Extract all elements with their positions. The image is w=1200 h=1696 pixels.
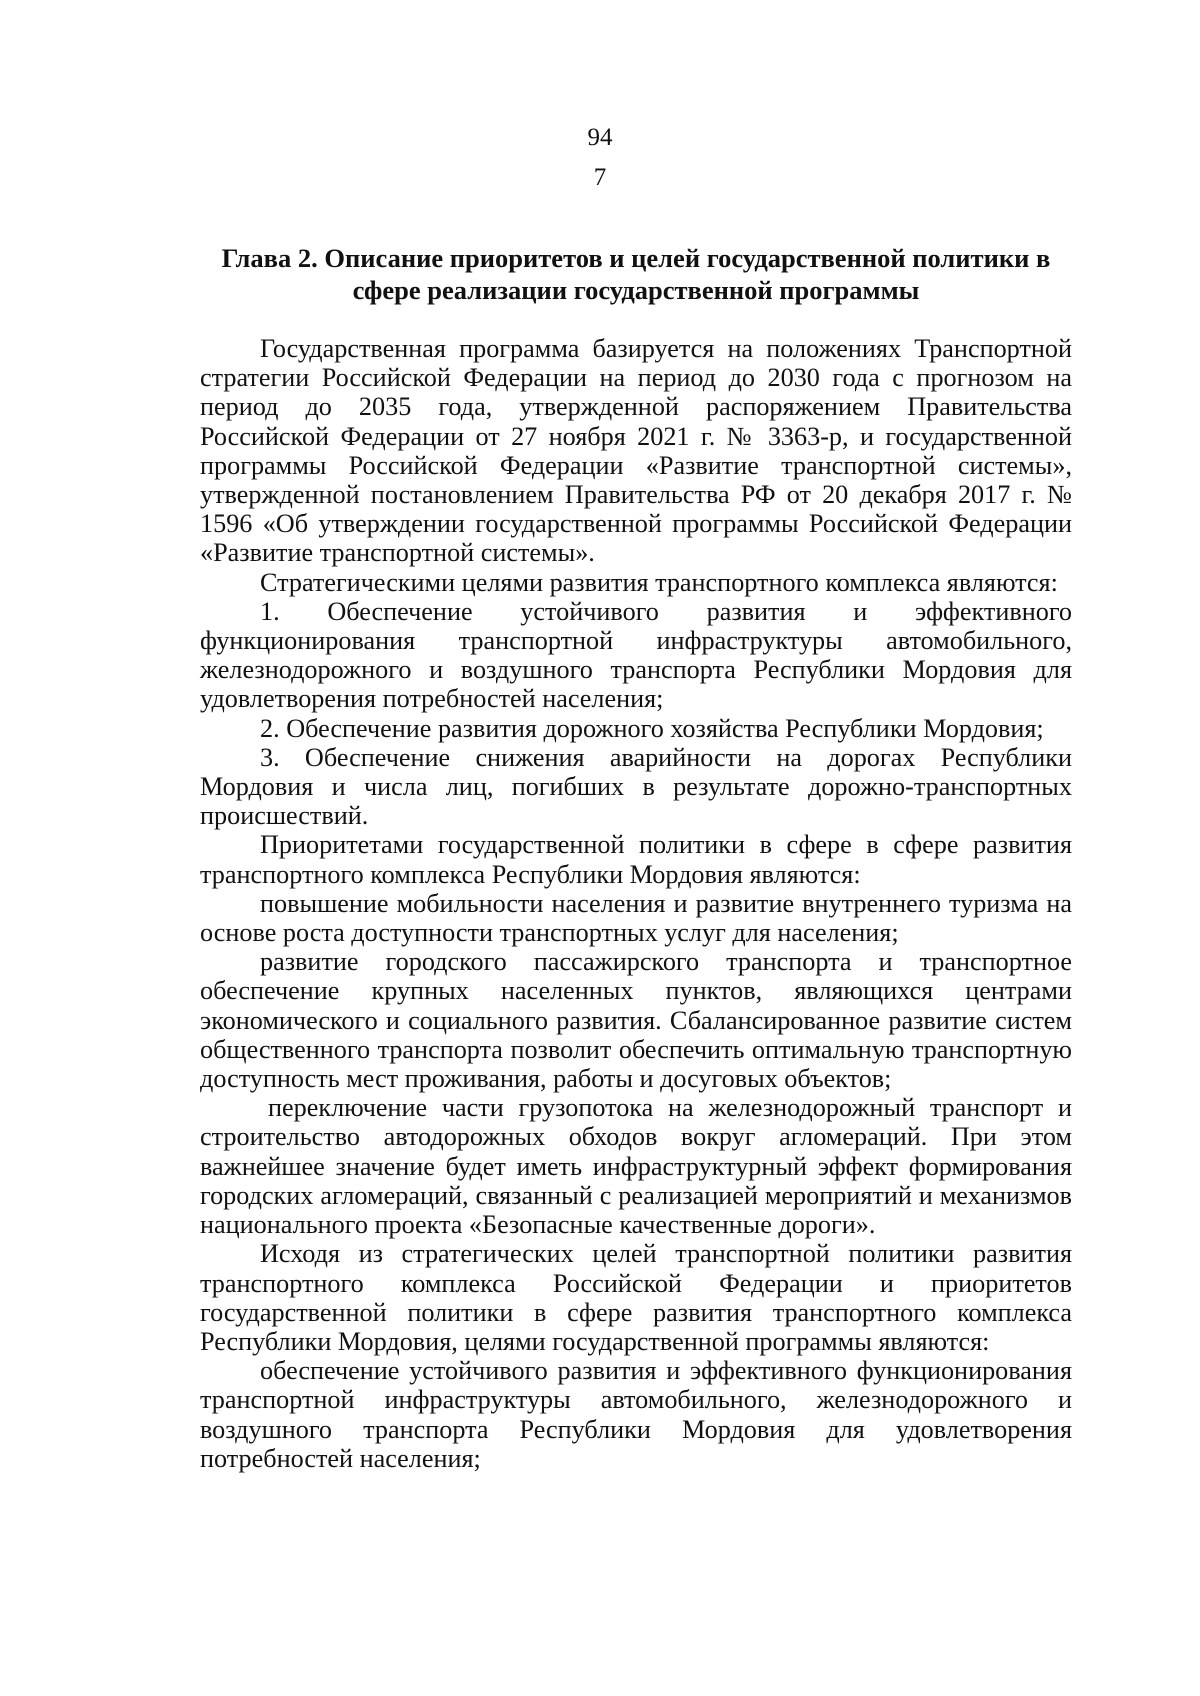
page-number-outer: 94	[587, 124, 613, 151]
body-text	[200, 334, 1072, 1473]
paragraph-intro: Государственная программа базируется на положениях Транспортной стратегии Российской Федерации на период до 2030 года с прогнозом на период до 2035 года, утвержденной распоряжением Правительства Российской Федерации от 27 ноября 2021 г. № 3363-р, и государственной программы Российской Федерации «Развитие транспортной системы», утвержденной постановлением Правительства РФ от 20 декабря 2017 г. № 1596 «Об утверждении государственной программы Российской Федерации «Развитие транспортной системы».	[200, 334, 1072, 568]
paragraph-priorities-lead: Приоритетами государственной политики в сфере в сфере развития транспортного комплекса Республики Мордовия являются:	[200, 830, 1072, 889]
chapter-heading-line-1: Глава 2. Описание приоритетов и целей государственной политики в	[221, 243, 1051, 273]
paragraph-program-goal-1: обеспечение устойчивого развития и эффективного функционирования транспортной инфраструктуры автомобильного, железнодорожного и воздушного транспорта Республики Мордовия для удовлетворения потребностей населения;	[200, 1356, 1072, 1473]
paragraph-program-goals-lead: Исходя из стратегических целей транспортной политики развития транспортного комплекса Российской Федерации и приоритетов государственной политики в сфере развития транспортного комплекса Республики Мордовия, целями государственной программы являются:	[200, 1239, 1072, 1356]
page-number-inner: 7	[593, 164, 607, 191]
list-item-goal-1: 1. Обеспечение устойчивого развития и эффективного функционирования транспортной инфраструктуры автомобильного, железнодорожного и воздушного транспорта Республики Мордовия для удовлетворения потребностей населения;	[200, 596, 1072, 714]
paragraph-strategic-goals-lead: Стратегическими целями развития транспортного комплекса являются:	[260, 567, 1058, 597]
paragraph-priority-freight: переключение части грузопотока на железнодорожный транспорт и строительство автодорожных обходов вокруг агломераций. При этом важнейшее значение будет иметь инфраструктурный эффект формирования городских агломераций, связанный с реализацией мероприятий и механизмов национального проекта «Безопасные качественные дороги».	[200, 1093, 1072, 1240]
list-item-goal-3: 3. Обеспечение снижения аварийности на дорогах Республики Мордовия и числа лиц, погибших в результате дорожно-транспортных происшествий.	[200, 742, 1072, 831]
chapter-heading-line-2: сфере реализации государственной программы	[352, 275, 920, 305]
page-number-block	[0, 118, 1200, 198]
paragraph-priority-urban-transport: развитие городского пассажирского транспорта и транспортное обеспечение крупных населенных пунктов, являющихся центрами экономического и социального развития. Сбалансированное развитие систем общественного транспорта позволит обеспечить оптимальную транспортную доступность мест проживания, работы и досуговых объектов;	[200, 947, 1072, 1094]
list-item-goal-2: 2. Обеспечение развития дорожного хозяйства Республики Мордовия;	[260, 713, 1044, 743]
paragraph-priority-mobility: повышение мобильности населения и развитие внутреннего туризма на основе роста доступности транспортных услуг для населения;	[200, 888, 1072, 948]
chapter-heading	[200, 242, 1072, 306]
